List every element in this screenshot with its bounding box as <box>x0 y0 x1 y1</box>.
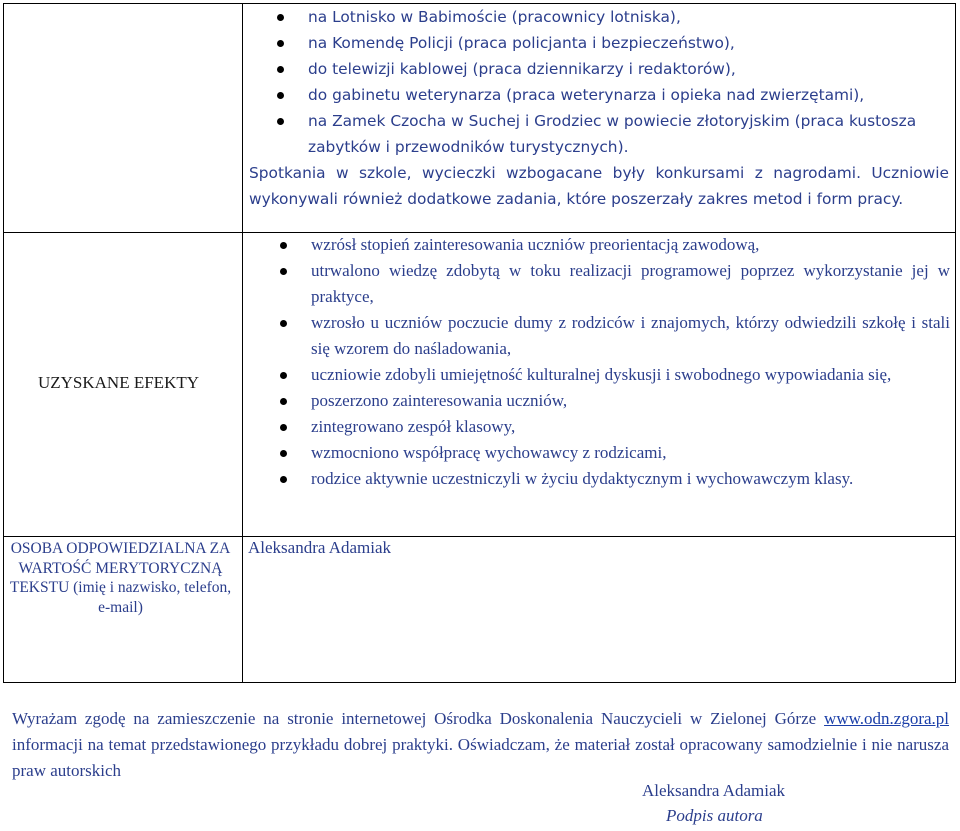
list-item: do gabinetu weterynarza (praca weterynarza i opieka nad zwierzętami), <box>247 82 950 108</box>
consent-statement <box>12 706 949 784</box>
bullet-icon <box>277 40 284 47</box>
consent-text-start: Wyrażam zgodę na zamieszczenie na stronie internetowej Ośrodka Doskonalenia Nauczycieli w Zielonej Górze <box>12 709 825 728</box>
bullet-icon <box>277 118 284 125</box>
list-item: wzmocniono współpracę wychowawcy z rodzicami, <box>248 440 950 466</box>
responsible-person-label: OSOBA ODPOWIEDZIALNA ZA WARTOŚĆ MERYTORYCZNĄ TEKSTU (imię i nazwisko, telefon, e-mail) <box>9 540 232 616</box>
bullet-icon <box>277 66 284 73</box>
list-item: rodzice aktywnie uczestniczyli w życiu dydaktycznym i wychowawczym klasy. <box>248 466 950 492</box>
bullet-icon <box>280 372 287 379</box>
bullet-icon <box>280 424 287 431</box>
bullet-icon <box>277 92 284 99</box>
list-item: na Komendę Policji (praca policjanta i bezpieczeństwo), <box>247 30 950 56</box>
bullet-icon <box>280 268 287 275</box>
list-item: wzrósł stopień zainteresowania uczniów preorientacją zawodową, <box>248 232 950 258</box>
column-divider <box>242 4 243 682</box>
list-item: poszerzono zainteresowania uczniów, <box>248 388 950 414</box>
row-divider-responsible <box>4 536 955 537</box>
bullet-icon <box>280 450 287 457</box>
list-item: wzrosło u uczniów poczucie dumy z rodziców i znajomych, którzy odwiedzili szkołę i stali się wzorem do naśladowania, <box>248 310 950 362</box>
bullet-icon <box>280 320 287 327</box>
list-item: utrwalono wiedzę zdobytą w toku realizacji programowej poprzez wykorzystanie jej w praktyce, <box>248 258 950 310</box>
effects-list <box>248 232 950 492</box>
odn-website-link[interactable]: www.odn.zgora.pl <box>824 709 949 728</box>
author-signature: Aleksandra Adamiak <box>642 781 786 800</box>
list-item: zintegrowano zespół klasowy, <box>248 414 950 440</box>
list-item: na Zamek Czocha w Suchej i Grodziec w powiecie złotoryjskim (praca kustosza zabytków i przewodników turystycznych). <box>247 108 950 160</box>
bullet-icon <box>280 398 287 405</box>
effects-label: UZYSKANE EFEKTY <box>37 373 200 392</box>
list-item: do telewizji kablowej (praca dziennikarzy i redaktorów), <box>247 56 950 82</box>
bullet-icon <box>277 14 284 21</box>
bullet-icon <box>280 242 287 249</box>
consent-text-end: informacji na temat przedstawionego przykładu dobrej praktyki. Oświadczam, że materiał został opracowany samodzielnie i nie narusza praw autorskich <box>12 735 949 780</box>
list-item: uczniowie zdobyli umiejętność kulturalnej dyskusji i swobodnego wypowiadania się, <box>248 362 950 388</box>
bullet-icon <box>280 476 287 483</box>
activities-paragraph: Spotkania w szkole, wycieczki wzbogacane były konkursami z nagrodami. Uczniowie wykonywali również dodatkowe zadania, które poszerzały zakres metod i form pracy. <box>249 164 949 208</box>
list-item: na Lotnisko w Babimoście (pracownicy lotniska), <box>247 4 950 30</box>
visits-list <box>247 4 950 160</box>
signature-caption: Podpis autora <box>666 806 763 825</box>
responsible-person-value: Aleksandra Adamiak <box>248 538 392 557</box>
